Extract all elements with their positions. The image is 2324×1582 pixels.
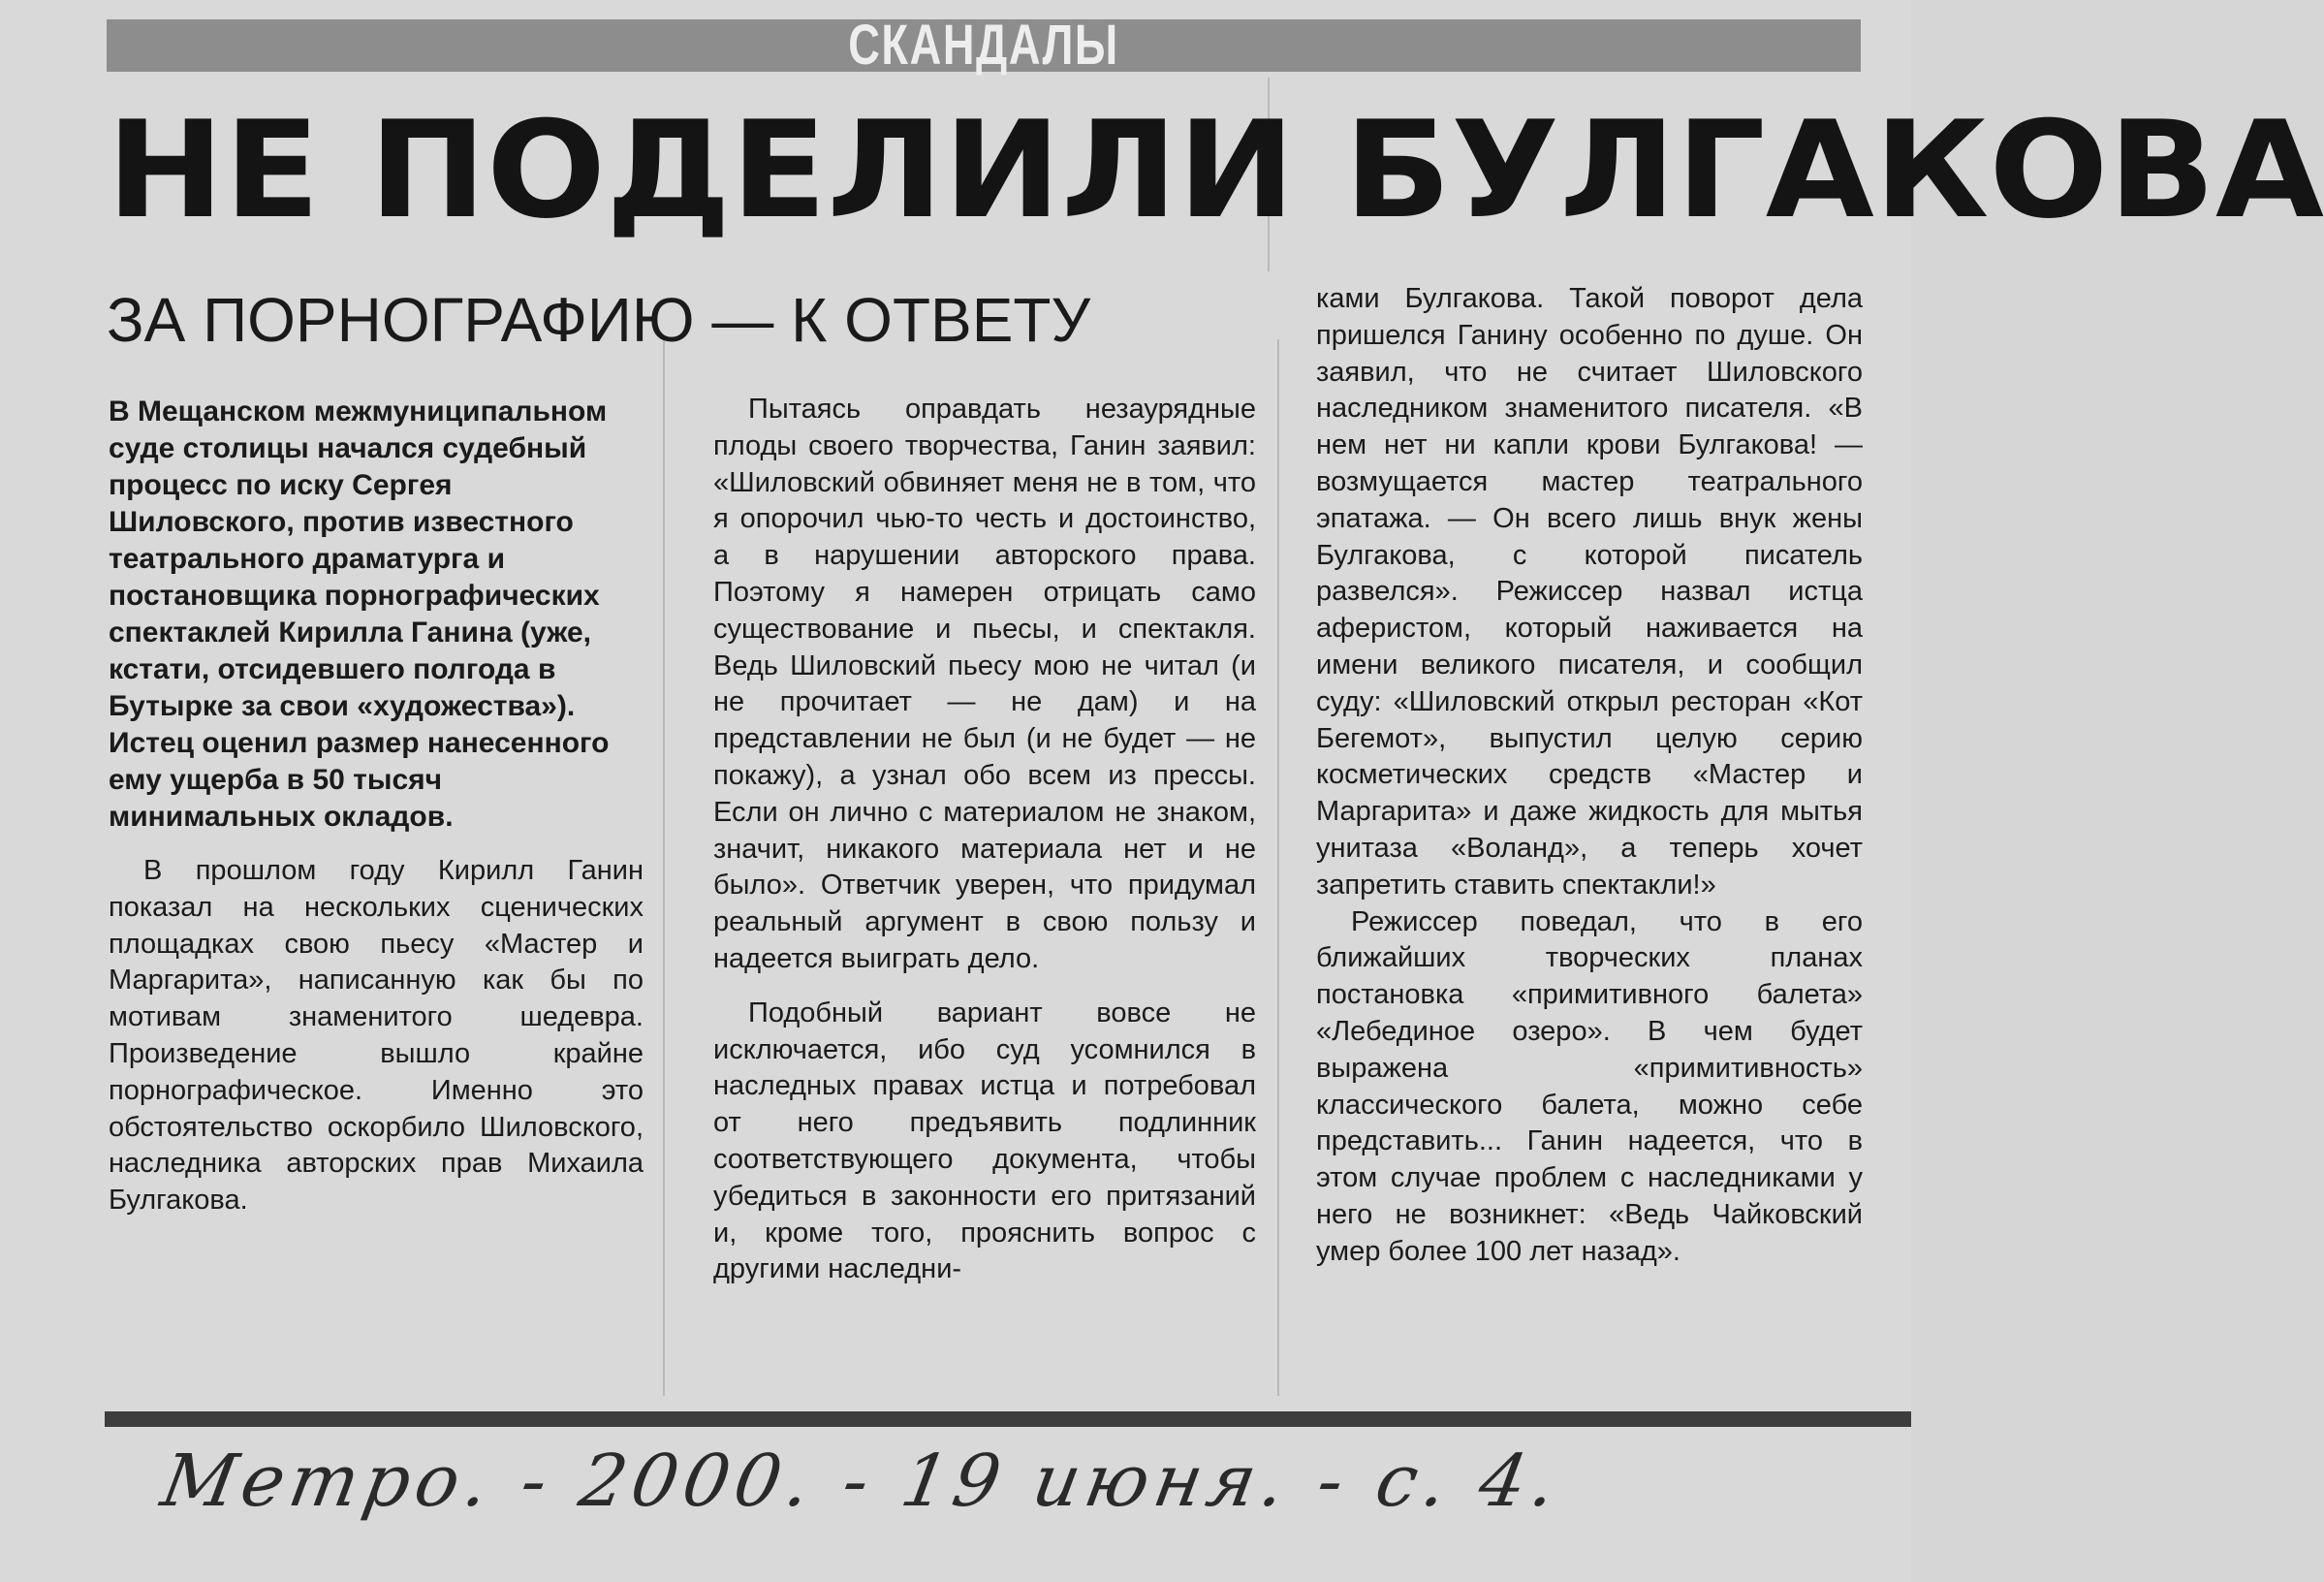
bottom-rule — [105, 1411, 1911, 1427]
article-paragraph: Режиссер поведал, что в его ближайших творческих планах постановка «примитивного балета» «Лебединое озеро». В чем будет выражена «примитивность» классического балета, можно себе представить... Ганин надеется, что в этом случае проблем с наследниками у него не возникнет: «Ведь Чайковский умер более 100 лет назад». — [1316, 905, 1863, 1267]
handwritten-citation: Метро. - 2000. - 19 июня. - с. 4. — [155, 1440, 1568, 1523]
article-column-1 — [109, 394, 644, 1219]
column-rule — [663, 339, 665, 1396]
article-paragraph: Пытаясь оправдать незаурядные плоды своего творчества, Ганин заявил: «Шиловский обвиняет меня не в том, что я опорочил чью-то честь и достоинство, а в нарушении авторского права. Поэтому я намерен отрицать само существование и пьесы, и спектакля. Ведь Шиловский пьесу мою не читал (и не прочитает — не дам) и на представлении не был (и не будет — не покажу), а узнал обо всем из прессы. Если он лично с материалом не знаком, значит, никакого материала нет и не было». Ответчик уверен, что придумал реальный аргумент в свою пользу и надеется выиграть дело. — [713, 394, 1256, 974]
article-column-2 — [713, 392, 1256, 1288]
article-paragraph: В прошлом году Кирилл Ганин показал на нескольких сценических площадках свою пьесу «Мастер и Маргарита», написанную как бы по мотивам знаменитого шедевра. Произведение вышло крайне порнографическое. Именно это обстоятельство оскорбило Шиловского, наследника авторских прав Михаила Булгакова. — [109, 855, 644, 1217]
article-column-3 — [1316, 281, 1863, 1271]
lead-paragraph: В Мещанском межмуниципальном суде столицы начался судебный процесс по иску Сергея Шиловского, против известного театрального драматурга и постановщика порнографических спектаклей Кирилла Ганина (уже, кстати, отсидевшего полгода в Бутырке за свои «художества»). Истец оценил размер нанесенного ему ущерба в 50 тысяч минимальных окладов. — [109, 396, 610, 833]
rubric-label: СКАНДАЛЫ — [848, 14, 1119, 77]
article-paragraph: Подобный вариант вовсе не исключается, ибо суд усомнился в наследных правах истца и потребовал от него предъявить подлинник соответствующего документа, чтобы убедиться в законности его притязаний и, кроме того, прояснить вопрос с другими наследни- — [713, 997, 1256, 1285]
headline: НЕ ПОДЕЛИЛИ БУЛГАКОВА — [107, 92, 2324, 248]
column-rule — [1277, 339, 1279, 1396]
rubric-band — [107, 14, 1861, 77]
article-paragraph-continued: ками Булгакова. Такой поворот дела пришелся Ганину особенно по душе. Он заявил, что не считает Шиловского наследником знаменитого писателя. «В нем нет ни капли крови Булгакова! — возмущается мастер театрального эпатажа. — Он всего лишь внук жены Булгакова, с которой писатель развелся». Режиссер назвал истца аферистом, который наживается на имени великого писателя, и сообщил суду: «Шиловский открыл ресторан «Кот Бегемот», выпустил целую серию косметических средств «Мастер и Маргарита» и даже жидкость для мытья унитаза «Воланд», а теперь хочет запретить ставить спектакли!» — [1316, 283, 1863, 901]
subheadline: ЗА ПОРНОГРАФИЮ — К ОТВЕТУ — [107, 285, 1091, 355]
